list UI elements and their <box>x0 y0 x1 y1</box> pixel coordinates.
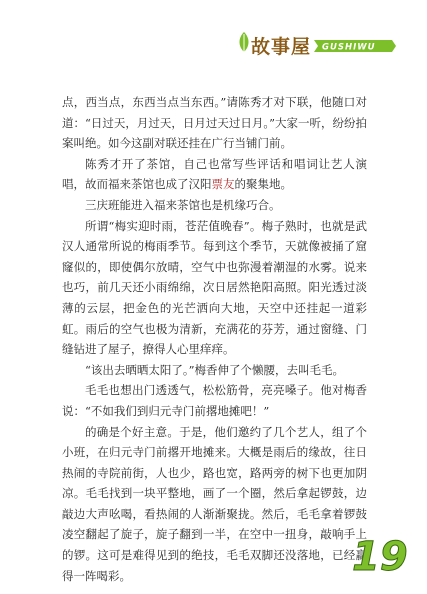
paragraph-2 <box>62 154 367 195</box>
page-number-text: 19 <box>352 534 408 578</box>
paragraph-5: “该出去晒晒太阳了。”梅香伸了个懒腰，去叫毛毛。 <box>85 362 345 377</box>
story-body <box>62 92 367 586</box>
brand-logo <box>251 32 396 59</box>
paragraph-4: 所谓“梅实迎时雨，苍茫值晚春”。梅子熟时，也就是武汉人通常所说的梅雨季节。每到这个季节，天就像被捅了窟窿似的，即使偶尔放晴，空气中也弥漫着潮湿的水雾。说来也巧，前几天还小雨绵绵，次日居然艳阳高照。阳光透过淡薄的云层，把金色的光芒洒向大地，天空中还挂起一道彩虹。雨后的空气也极为清新，充满花的芬芳，通过窗缝、门缝钻进了屋子，撩得人心里痒痒。 <box>62 218 367 357</box>
brand-subtitle: GUSHIWU <box>322 42 376 52</box>
brand-banner <box>314 38 396 54</box>
page-header <box>0 0 427 80</box>
paragraph-2-after: 的聚集地。 <box>234 177 292 192</box>
highlight-term: 票友 <box>211 177 235 192</box>
paragraph-1: 点，西当点，东西当点当东西。”请陈秀才对下联，他随口对道：“日过天，月过天，日月过天过日月。”大家一听，纷纷拍案叫绝。如今这副对联还挂在广行当铺门前。 <box>62 95 368 151</box>
paragraph-2-before: 陈秀才开了茶馆，自己也常写些评话和唱词让艺人演唱，故而福来茶馆也成了汉阳 <box>62 156 367 192</box>
leaf-icon <box>236 30 252 54</box>
paragraph-3: 三庆班能进入福来茶馆也是机缘巧合。 <box>85 197 281 212</box>
brand-title: 故事屋 <box>251 36 312 58</box>
page-number <box>350 530 410 578</box>
paragraph-7: 的确是个好主意。于是，他们邀约了几个艺人，组了个小班，在归元寺门前撂开地摊来。大概是雨后的缘故，往日热闹的寺院前街，人也少，路也宽，路两旁的树下也更加阴凉。毛毛找到一块平整地，画了一个圈，然后拿起锣鼓，边敲边大声吆喝，看热闹的人渐渐聚拢。然后，毛毛拿着锣鼓凌空翻起了旋子，旋子翻到一半，在空中一扭身，敲响手上的锣。这可是难得见到的绝技，毛毛双脚还没落地，已经赢得一阵喝彩。 <box>62 424 367 583</box>
paragraph-6: 毛毛也想出门透透气，松松筋骨，亮亮嗓子。他对梅香说：“不如我们到归元寺门前撂地摊吧！” <box>62 383 367 418</box>
